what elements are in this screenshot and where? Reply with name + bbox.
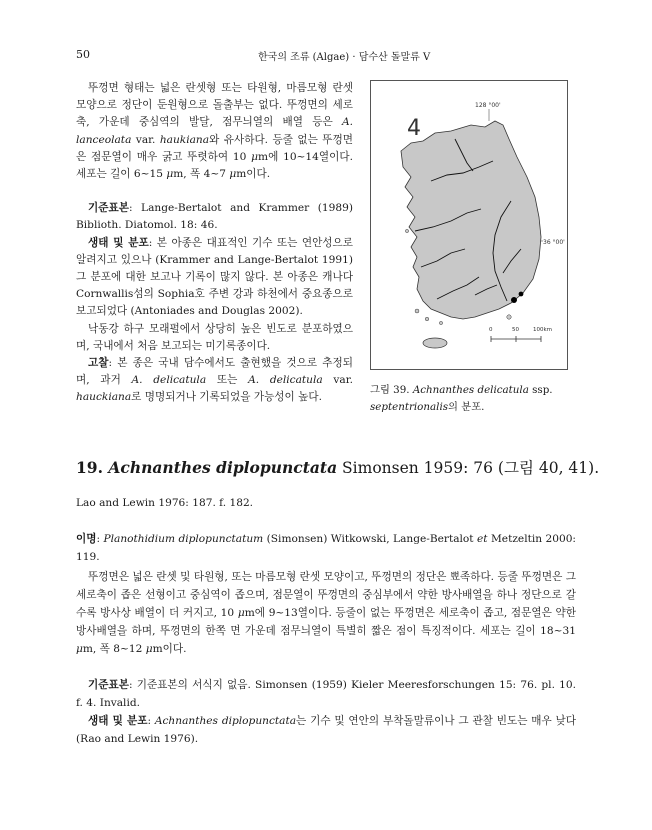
island [439,321,442,324]
latitude-label: 36 °00' [543,239,565,246]
ecology-paragraph: 생태 및 분포: 본 아종은 대표적인 기수 또는 연안성으로 알려지고 있으나 (Krammer and Lange-Bertalot 1991) 그 분포에 대한 보고나 기록이 많지 않다. 본 아종은 캐나다 Cornwallis섬의 Sophia호 주변 강과 하천에서 중요종으로 보고되었다 (Antoniades and Douglas 2002). [76,236,354,318]
remark-paragraph: 고찰: 본 종은 국내 담수에서도 출현했을 것으로 추정되며, 과거 A. delicatula 또는 A. delicatula var. hauckiana로 명명되거나 기록되었을 가능성이 높다. [76,357,353,404]
scale-label: 0 [489,327,493,333]
land-mass [401,121,541,319]
running-title: 한국의 조류 (Algae) · 담수산 돌말류 V [258,52,431,63]
scale-bar [489,327,552,342]
map-number: 4 [407,116,421,141]
left-column [76,80,353,407]
scale-label: 50 [512,327,519,333]
ecology-label: 생태 및 분포 [88,236,149,249]
island [415,309,419,313]
synonym-label: 이명 [76,533,97,545]
type-specimen-label: 기준표본 [88,202,129,215]
citation: Lao and Lewin 1976: 187. f. 182. [76,497,254,509]
page-number: 50 [76,48,90,61]
ecology2-label: 생태 및 분포 [88,715,148,727]
scale-label: 100km [533,327,553,333]
description2-paragraph: 뚜껑면은 넓은 란셋 및 타원형, 또는 마름모형 란셋 모양이고, 뚜껑면의 정단은 뾰족하다. 등줄 뚜껑면은 그 세로축이 좁은 선형이고 중심역이 좁으며, 점문열이 뚜껑면의 중심부에서 약한 방사배열을 하나 정단으로 갈수록 방사상 배열이 더 커지고, 10 μm에 9~13열이다. 등줄이 없는 뚜껑면은 세로축이 좁고, 점문열은 약한 방사배열을 하며, 뚜껑면의 한쪽 면 가운데 점무늬열이 특별히 짧은 점이 특징적이다. 세포는 길이 18~31 μm, 폭 8~12 μm이다. [76,571,576,655]
island [405,229,408,232]
island [507,315,511,319]
jeju-island [423,338,447,348]
occurrence-point [519,292,524,297]
type2-paragraph: 기준표본: 기준표본의 서식지 없음. Simonsen (1959) Kieler Meeresforschungen 15: 76. pl. 10. f. 4. Invalid. [76,679,576,709]
distribution-map-figure [370,80,568,370]
type-specimen-paragraph: 기준표본: Lange-Bertalot and Krammer (1989) Biblioth. Diatomol. 18: 46. [76,202,353,232]
species-name: Achnanthes diplopunctata [108,458,338,477]
type2-label: 기준표본 [88,679,129,691]
section-heading: 19. Achnanthes diplopunctata Simonsen 1959: 76 (그림 40, 41). [76,458,600,477]
ecology2-paragraph: 생태 및 분포: Achnanthes diplopunctata는 기수 및 연안의 부착돌말류이나 그 관찰 빈도는 매우 낮다 (Rao and Lewin 1976). [76,715,577,745]
occurrence-point [511,297,517,303]
figure-caption: 그림 39. Achnanthes delicatula ssp. septentrionalis의 분포. [370,384,553,413]
korea-map [371,81,567,369]
longitude-label: 128 °00' [475,102,501,109]
description-paragraph: 뚜껑면 형태는 넓은 란셋형 또는 타원형, 마름모형 란셋 모양으로 정단이 둔원형으로 돌출부는 없다. 뚜껑면의 세로축, 가운데 중심역의 발달, 점무늬열의 배열 등은 A. lanceolata var. haukiana와 유사하다. 등줄 없는 뚜껑면은 점문열이 매우 굵고 뚜렷하여 10 μm에 10~14열이다. 세포는 길이 6~15 μm, 폭 4~7 μm이다. [76,82,353,181]
remark-label: 고찰 [88,357,109,370]
island [425,317,429,321]
synonym-paragraph: 이명: Planothidium diplopunctatum (Simonsen) Witkowski, Lange-Bertalot et Metzeltin 2000: 119. [76,533,577,563]
nakdong-paragraph: 낙동강 하구 모래펄에서 상당히 높은 빈도로 분포하였으며, 국내에서 처음 보고되는 미기록종이다. [76,322,353,352]
